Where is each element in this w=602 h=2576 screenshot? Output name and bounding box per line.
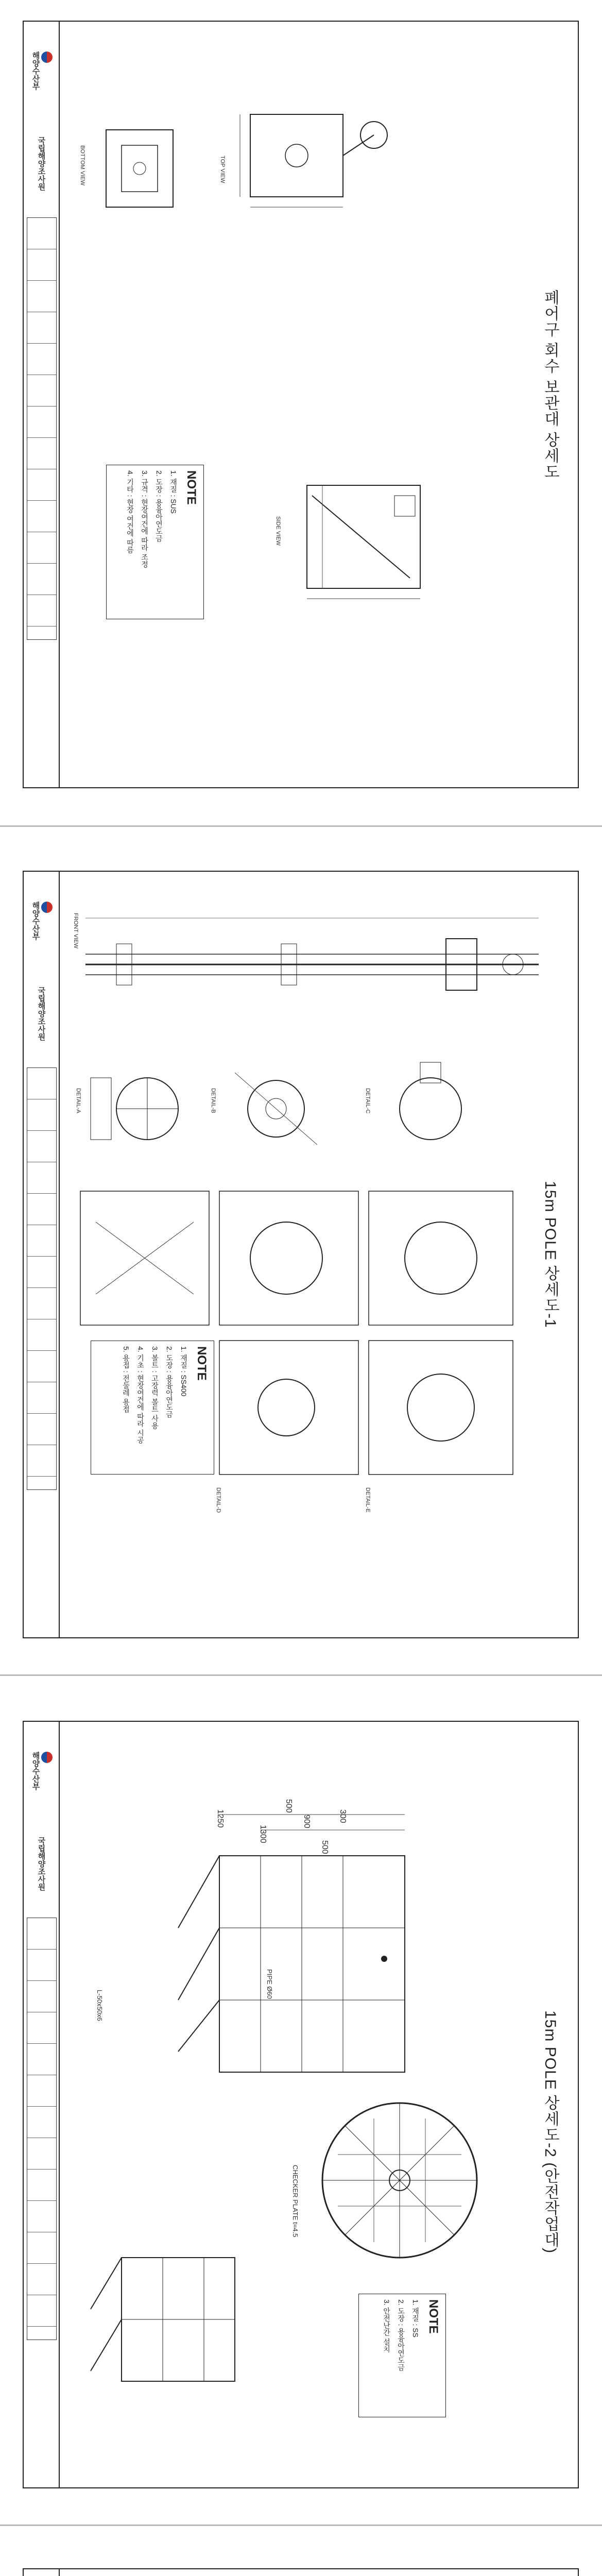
view-label: DETAIL-C [365, 1088, 371, 1114]
note-item: 1. 재질 : SUS [169, 470, 178, 514]
platform-side-view [116, 1804, 436, 2093]
agency-logo: 국립해양조사원 [37, 136, 46, 191]
view-label: TOP VIEW [219, 156, 226, 183]
note-item: 3. 안전난간 설치 [383, 2299, 391, 2353]
callout-label: CHECKER PLATE t=4.5 [291, 2165, 299, 2238]
view-label: DETAIL-E [365, 1487, 371, 1513]
title-block [24, 2569, 60, 2576]
gov-logo: 해양수산부 [26, 1727, 57, 1815]
view-label: FRONT VIEW [73, 913, 79, 948]
dimension-label: 500 [320, 1840, 329, 1854]
detail-c-drawing [374, 1052, 492, 1165]
note-box [358, 2294, 446, 2417]
title-block-grid [27, 1918, 57, 2340]
view-label: SIDE VIEW [275, 516, 281, 546]
note-box [106, 465, 204, 619]
dimension-label: 300 [338, 1809, 347, 1823]
sheet-divider [0, 825, 602, 827]
sheet-title: 15m POLE 상세도-2 (안전작업대) [542, 2010, 559, 2254]
callout-label: PIPE Ø60 [266, 1969, 273, 1999]
note-item: 3. 규격 : 현장여건에 따라 조정 [141, 470, 149, 568]
note-item: 5. 용접 : 전둘레 용접 [122, 1346, 130, 1413]
pole-front-view [85, 903, 539, 1026]
dimension-label: 500 [284, 1799, 293, 1813]
note-item: 2. 도장 : 용융아연도금 [165, 1346, 174, 1418]
government-emblem-icon [41, 1752, 53, 1763]
view-label: DETAIL-B [210, 1088, 216, 1113]
platform-front-view [80, 2237, 245, 2392]
title-block [24, 872, 60, 1637]
view-label: BOTTOM VIEW [79, 145, 85, 186]
dimension-label: 1250 [216, 1809, 225, 1828]
note-item: 4. 기타 : 현장 여건에 따름 [126, 470, 134, 554]
note-item: 3. 볼트 : 고장력 볼트 사용 [151, 1346, 159, 1430]
note-item: 1. 재질 : SS [411, 2299, 420, 2337]
note-item: 2. 도장 : 용융아연도금 [397, 2299, 405, 2371]
title-block-grid [27, 217, 57, 640]
note-heading: NOTE [195, 1346, 209, 1381]
sheet-title: 폐어구 회수 보관대 상세도 [542, 290, 559, 480]
gov-logo: 해양수산부 [26, 877, 57, 964]
top-view-drawing [240, 104, 394, 238]
drawing-sheet-4 [23, 2568, 579, 2576]
callout-label: L-50x50x6 [96, 1990, 104, 2021]
detail-b-drawing [219, 1057, 338, 1160]
detail-a-drawing [85, 1057, 219, 1160]
drawing-sheet-2 [23, 871, 579, 1638]
drawing-sheet-3 [23, 1721, 579, 2488]
platform-top-view [312, 2093, 487, 2268]
note-item: 1. 재질 : SS400 [180, 1346, 188, 1397]
note-box [91, 1341, 214, 1475]
drawing-sheet-1 [23, 21, 579, 788]
agency-logo: 국립해양조사원 [37, 1836, 46, 1891]
government-emblem-icon [41, 52, 53, 63]
note-item: 2. 도장 : 용융아연도금 [155, 470, 163, 543]
sheet-divider [0, 1674, 602, 1676]
bottom-view-drawing [96, 120, 199, 233]
title-block-grid [27, 1067, 57, 1490]
note-item: 4. 기초 : 현장여건에 따라 시공 [136, 1346, 145, 1444]
view-label: DETAIL-D [215, 1487, 221, 1513]
title-block [24, 22, 60, 787]
agency-logo: 국립해양조사원 [37, 986, 46, 1041]
dimension-label: 900 [302, 1815, 311, 1828]
dimension-label: 1300 [259, 1825, 267, 1843]
note-heading: NOTE [426, 2299, 440, 2334]
sheet-divider [0, 2524, 602, 2526]
view-label: DETAIL-A [75, 1088, 81, 1113]
sheet-title: 15m POLE 상세도-1 [542, 1181, 559, 1328]
gov-logo: 해양수산부 [26, 27, 57, 114]
government-emblem-icon [41, 902, 53, 913]
side-view-drawing [291, 465, 467, 619]
title-block [24, 1722, 60, 2487]
note-heading: NOTE [184, 470, 198, 505]
